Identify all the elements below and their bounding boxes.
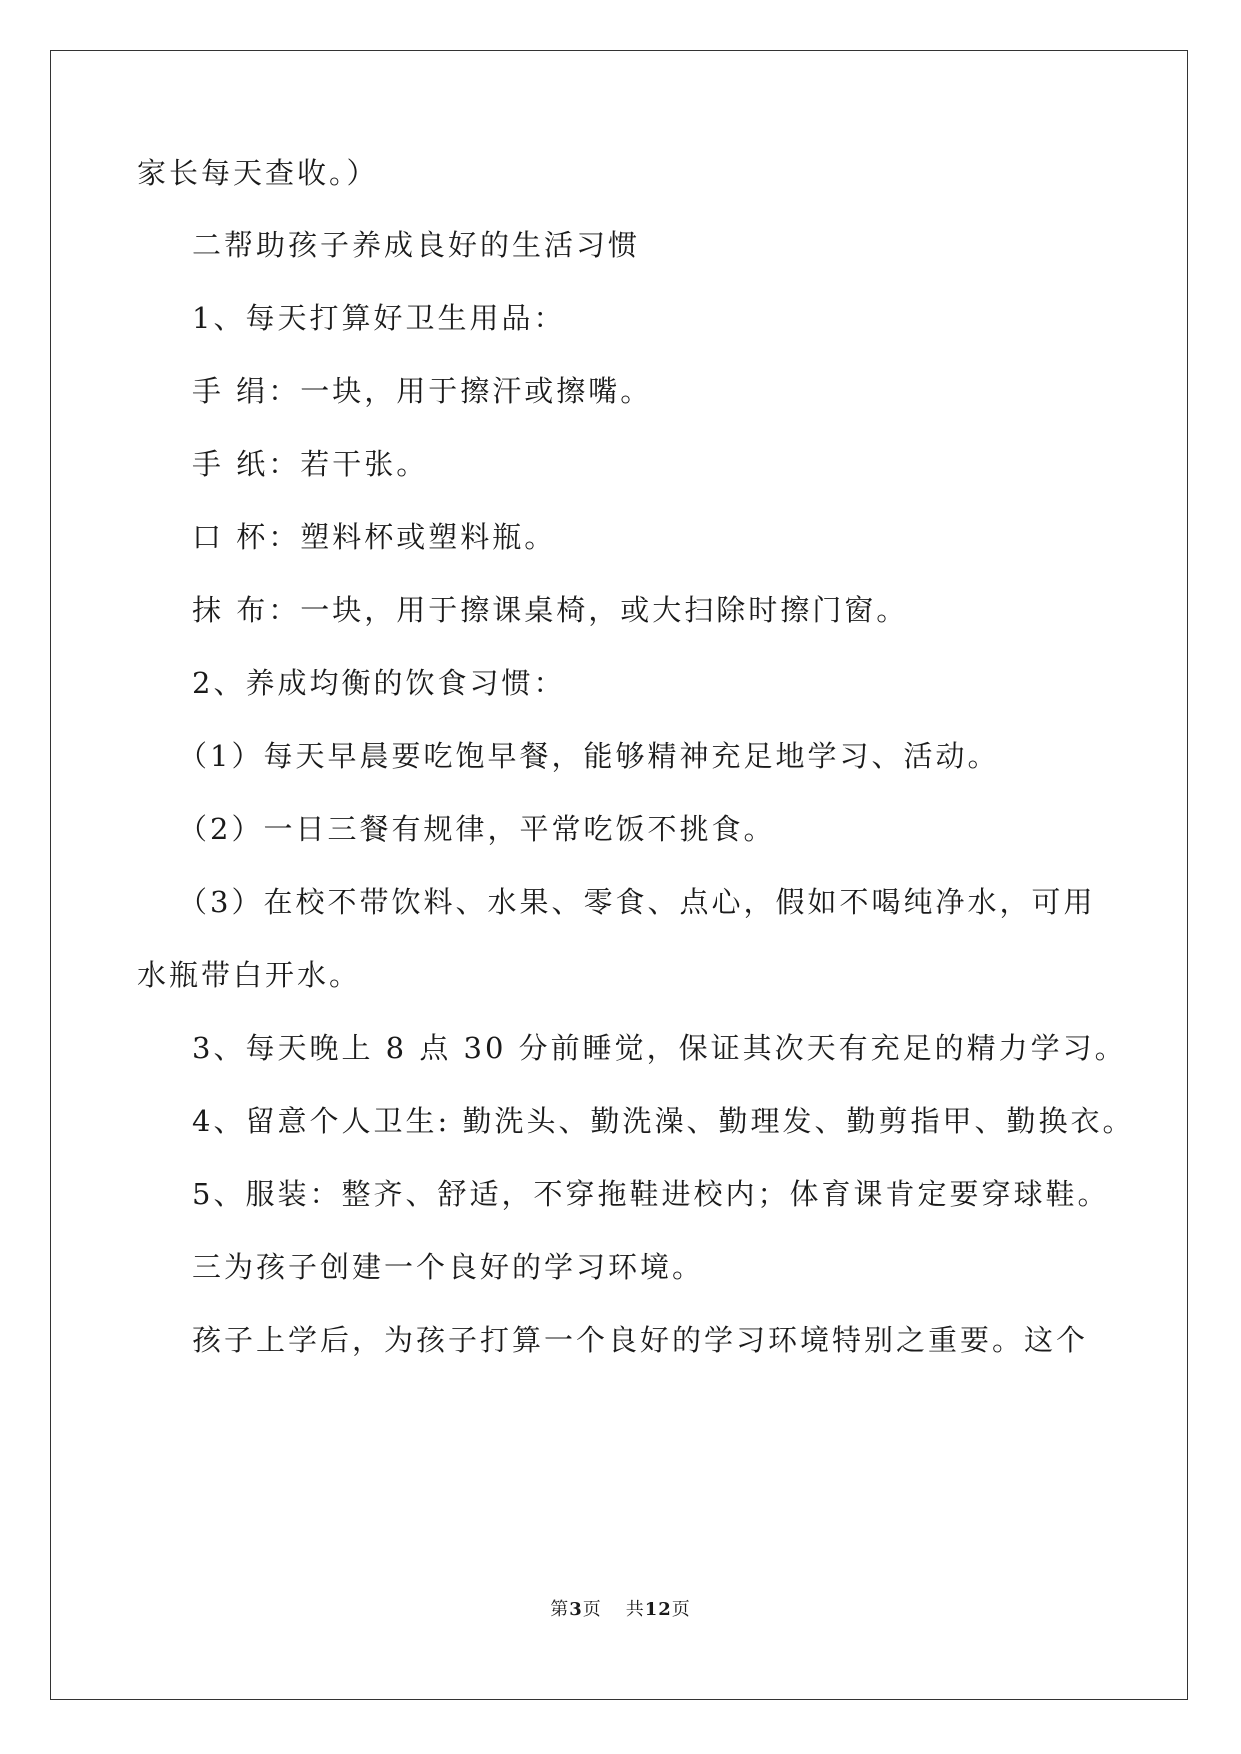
text-line-10: （2）一日三餐有规律，平常吃饭不挑食。 bbox=[178, 812, 776, 846]
section-heading-2: 二帮助孩子养成良好的生活习惯 bbox=[192, 228, 641, 262]
text-line-12: 水瓶带白开水。 bbox=[137, 958, 362, 992]
text-line-4: 手 绢：一块，用于擦汗或擦嘴。 bbox=[192, 374, 653, 408]
text-line-17: 孩子上学后，为孩子打算一个良好的学习环境特别之重要。这个 bbox=[192, 1323, 1089, 1357]
text-line-13: 3、每天晚上 8 点 30 分前睡觉，保证其次天有充足的精力学习。 bbox=[192, 1031, 1127, 1065]
text-line-8: 2、养成均衡的饮食习惯： bbox=[192, 666, 566, 700]
total-suffix: 页 bbox=[671, 1599, 691, 1620]
text-line-1: 家长每天查收。） bbox=[137, 156, 379, 190]
section-heading-16: 三为孩子创建一个良好的学习环境。 bbox=[192, 1250, 705, 1284]
page-prefix: 第 bbox=[550, 1599, 570, 1620]
page-number: 3 bbox=[569, 1599, 583, 1620]
text-line-5: 手 纸：若干张。 bbox=[192, 447, 429, 481]
page-footer bbox=[0, 1598, 1241, 1622]
text-line-11: （3）在校不带饮料、水果、零食、点心，假如不喝纯净水，可用 bbox=[178, 885, 1096, 919]
page-border bbox=[50, 50, 1188, 1700]
total-pages: 12 bbox=[644, 1599, 672, 1620]
text-line-15: 5、服装：整齐、舒适，不穿拖鞋进校内；体育课肯定要穿球鞋。 bbox=[192, 1177, 1110, 1211]
text-line-3: 1、每天打算好卫生用品： bbox=[192, 301, 566, 335]
text-line-9: （1）每天早晨要吃饱早餐，能够精神充足地学习、活动。 bbox=[178, 739, 1000, 773]
page-suffix: 页 bbox=[582, 1599, 602, 1620]
text-line-6: 口 杯：塑料杯或塑料瓶。 bbox=[192, 520, 557, 554]
total-prefix: 共 bbox=[625, 1599, 645, 1620]
text-line-7: 抹 布：一块，用于擦课桌椅，或大扫除时擦门窗。 bbox=[192, 593, 909, 627]
text-line-14: 4、留意个人卫生: 勤洗头、勤洗澡、勤理发、勤剪指甲、勤换衣。 bbox=[192, 1104, 1135, 1138]
